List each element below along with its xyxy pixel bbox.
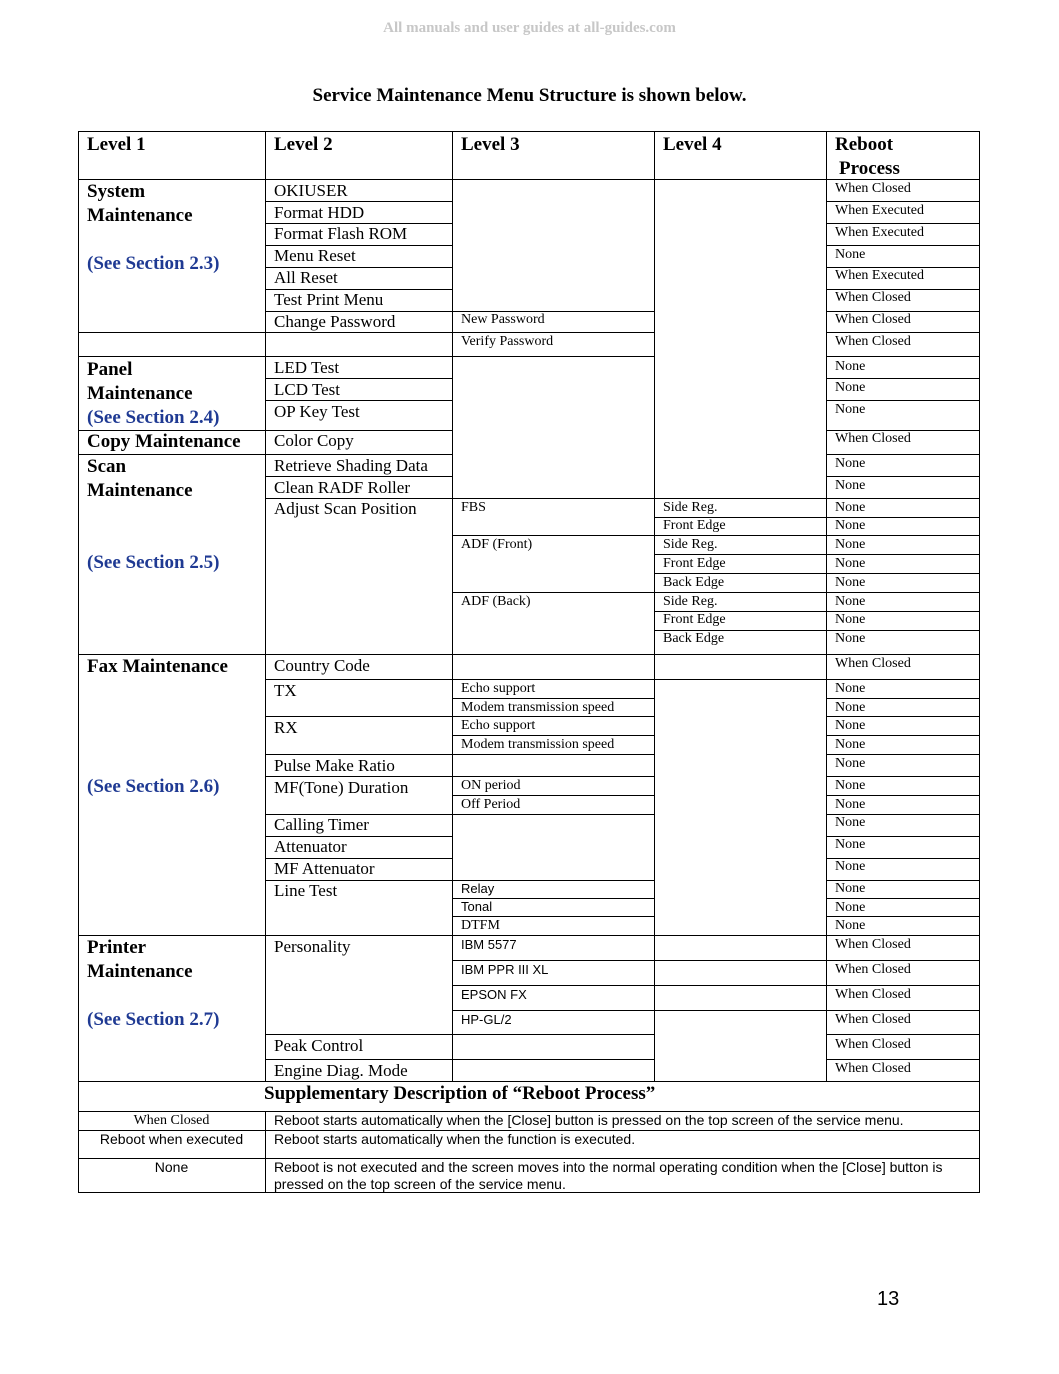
- reboot-value: None: [835, 737, 866, 752]
- table-rule: [265, 1059, 453, 1060]
- reboot-value: None: [835, 402, 866, 417]
- table-rule: [265, 476, 453, 477]
- table-rule: [826, 795, 980, 796]
- table-rule: [654, 131, 655, 1082]
- table-rule: [826, 554, 980, 555]
- reboot-value: None: [835, 900, 866, 915]
- reboot-value: None: [835, 518, 866, 533]
- level2-item: LCD Test: [274, 380, 341, 399]
- table-rule: [452, 716, 655, 717]
- level4-item: Side Reg.: [663, 500, 718, 515]
- level4-item: Side Reg.: [663, 594, 718, 609]
- level3-item: Off Period: [461, 797, 521, 812]
- table-rule: [826, 223, 980, 224]
- header-reboot: Process: [839, 158, 900, 179]
- level4-item: Front Edge: [663, 518, 726, 533]
- reboot-value: None: [835, 797, 866, 812]
- level2-item: Calling Timer: [274, 815, 369, 834]
- table-rule: [265, 1034, 453, 1035]
- table-rule: [826, 754, 980, 755]
- reboot-value: None: [835, 456, 866, 471]
- level3-item: FBS: [461, 500, 486, 515]
- table-rule: [452, 356, 655, 357]
- header-level1: Level 1: [87, 134, 146, 155]
- level3-item: HP-GL/2: [461, 1012, 512, 1027]
- reboot-value: When Closed: [835, 312, 911, 327]
- level2-item: Format HDD: [274, 203, 365, 222]
- table-rule: [826, 716, 980, 717]
- table-rule: [826, 332, 980, 333]
- table-rule: [452, 735, 655, 736]
- table-rule: [78, 131, 980, 132]
- level3-item: Echo support: [461, 681, 536, 696]
- reboot-value: None: [835, 359, 866, 374]
- table-rule: [826, 985, 980, 986]
- table-rule: [826, 935, 980, 936]
- reboot-value: When Closed: [835, 937, 911, 952]
- reboot-value: When Executed: [835, 203, 925, 218]
- supplementary-description: Reboot starts automatically when the function is executed.: [274, 1131, 636, 1147]
- reboot-value: When Closed: [835, 431, 911, 446]
- table-rule: [265, 400, 453, 401]
- reboot-value: None: [835, 537, 866, 552]
- reboot-value: None: [835, 718, 866, 733]
- header-level4: Level 4: [663, 134, 722, 155]
- table-rule: [826, 573, 980, 574]
- table-rule: [826, 378, 980, 379]
- table-rule: [78, 332, 266, 333]
- reboot-value: When Closed: [835, 962, 911, 977]
- table-rule: [452, 332, 655, 333]
- level3-item: Modem transmission speed: [461, 700, 615, 715]
- header-level2: Level 2: [274, 134, 333, 155]
- level3-item: ON period: [461, 778, 521, 793]
- level2-item: TX: [274, 681, 297, 700]
- level3-item: Modem transmission speed: [461, 737, 615, 752]
- table-rule: [826, 131, 827, 1082]
- table-rule: [265, 356, 453, 357]
- table-rule: [265, 654, 453, 655]
- reboot-value: None: [835, 631, 866, 646]
- table-rule: [265, 754, 453, 755]
- level2-item: Engine Diag. Mode: [274, 1061, 408, 1080]
- table-rule: [452, 814, 655, 815]
- table-rule: [78, 131, 79, 1193]
- table-rule: [826, 1059, 980, 1060]
- level2-item: RX: [274, 718, 298, 737]
- level2-item: Personality: [274, 937, 351, 956]
- level3-item: Echo support: [461, 718, 536, 733]
- level3-item: DTFM: [461, 918, 500, 933]
- table-rule: [654, 654, 827, 655]
- level3-item: IBM 5577: [461, 937, 517, 952]
- table-rule: [826, 698, 980, 699]
- reboot-value: When Closed: [835, 290, 911, 305]
- table-rule: [826, 245, 980, 246]
- reboot-value: None: [835, 556, 866, 571]
- table-rule: [452, 1034, 655, 1035]
- table-rule: [654, 679, 827, 680]
- level4-item: Front Edge: [663, 612, 726, 627]
- group-printer: Maintenance: [87, 961, 193, 982]
- table-rule: [654, 1010, 827, 1011]
- reboot-value: None: [835, 778, 866, 793]
- page-number: 13: [877, 1288, 900, 1310]
- level2-item: Retrieve Shading Data: [274, 456, 428, 475]
- table-rule: [452, 679, 655, 680]
- table-rule: [452, 131, 453, 1082]
- level2-item: Attenuator: [274, 837, 347, 856]
- table-rule: [452, 985, 655, 986]
- group-scan: Maintenance: [87, 480, 193, 501]
- table-rule: [654, 498, 827, 499]
- reboot-value: When Closed: [835, 1012, 911, 1027]
- level3-item: Tonal: [461, 899, 493, 914]
- table-rule: [826, 735, 980, 736]
- level2-item: Color Copy: [274, 431, 354, 450]
- table-rule: [452, 960, 655, 961]
- table-rule: [452, 1059, 655, 1060]
- table-rule: [826, 654, 980, 655]
- table-rule: [654, 535, 827, 536]
- table-rule: [78, 1081, 980, 1082]
- supplementary-description: Reboot is not executed and the screen moves into the normal operating condition when the [Close] button is pressed on the top screen of the service menu.: [274, 1159, 943, 1192]
- reboot-value: When Closed: [835, 1061, 911, 1076]
- table-rule: [826, 916, 980, 917]
- supplementary-term: When Closed: [133, 1113, 210, 1128]
- level2-item: Line Test: [274, 881, 338, 900]
- level3-item: ADF (Front): [461, 537, 533, 552]
- table-rule: [265, 776, 453, 777]
- table-rule: [826, 476, 980, 477]
- watermark: All manuals and user guides at all-guides.com: [383, 20, 676, 36]
- table-rule: [265, 679, 453, 680]
- header-level3: Level 3: [461, 134, 520, 155]
- supplementary-term: Reboot when executed: [99, 1131, 244, 1147]
- table-rule: [78, 935, 266, 936]
- table-rule: [452, 776, 655, 777]
- reboot-value: None: [835, 756, 866, 771]
- table-rule: [452, 1010, 655, 1011]
- group-panel: Panel: [87, 359, 133, 380]
- header-reboot: Reboot: [835, 134, 894, 155]
- level2-item: Clean RADF Roller: [274, 478, 410, 497]
- level4-item: Front Edge: [663, 556, 726, 571]
- reboot-value: None: [835, 837, 866, 852]
- reboot-value: When Closed: [835, 656, 911, 671]
- reboot-value: When Executed: [835, 225, 925, 240]
- table-rule: [654, 573, 827, 574]
- reboot-value: None: [835, 478, 866, 493]
- group-scan: Scan: [87, 456, 127, 477]
- table-rule: [826, 535, 980, 536]
- level2-item: OP Key Test: [274, 402, 360, 421]
- table-rule: [452, 916, 655, 917]
- table-rule: [654, 935, 827, 936]
- reboot-value: None: [835, 380, 866, 395]
- supplementary-term: None: [154, 1159, 189, 1175]
- reboot-value: None: [835, 575, 866, 590]
- page-title: Service Maintenance Menu Structure is shown below.: [312, 85, 747, 106]
- level3-item: New Password: [461, 312, 545, 327]
- reboot-value: None: [835, 881, 866, 896]
- table-rule: [78, 356, 266, 357]
- level2-item: Menu Reset: [274, 246, 356, 265]
- level2-item: MF(Tone) Duration: [274, 778, 409, 797]
- table-rule: [265, 332, 453, 333]
- section-link: (See Section 2.6): [87, 776, 220, 797]
- table-rule: [265, 1111, 266, 1193]
- reboot-value: None: [835, 500, 866, 515]
- table-rule: [826, 201, 980, 202]
- table-rule: [826, 498, 980, 499]
- level2-item: MF Attenuator: [274, 859, 375, 878]
- table-rule: [452, 795, 655, 796]
- reboot-value: When Closed: [835, 987, 911, 1002]
- reboot-value: None: [835, 612, 866, 627]
- reboot-value: None: [835, 700, 866, 715]
- reboot-value: When Closed: [835, 1037, 911, 1052]
- supplementary-description: Reboot starts automatically when the [Close] button is pressed on the top screen of the service menu.: [274, 1112, 904, 1128]
- table-rule: [452, 935, 655, 936]
- table-rule: [826, 454, 980, 455]
- table-rule: [826, 679, 980, 680]
- level2-item: Pulse Make Ratio: [274, 756, 395, 775]
- reboot-value: None: [835, 681, 866, 696]
- level2-item: Format Flash ROM: [274, 224, 408, 243]
- table-rule: [826, 898, 980, 899]
- supplementary-title: Supplementary Description of “Reboot Process”: [264, 1083, 656, 1104]
- level4-item: Back Edge: [663, 631, 725, 646]
- group-copy: Copy Maintenance: [87, 431, 241, 452]
- group-panel: Maintenance: [87, 383, 193, 404]
- group-system: System: [87, 181, 146, 202]
- table-rule: [826, 400, 980, 401]
- group-printer: Printer: [87, 937, 147, 958]
- reboot-value: When Closed: [835, 334, 911, 349]
- table-rule: [78, 454, 266, 455]
- level2-item: Test Print Menu: [274, 290, 384, 309]
- table-rule: [452, 654, 655, 655]
- table-rule: [452, 535, 655, 536]
- table-rule: [265, 716, 453, 717]
- level3-item: IBM PPR III XL: [461, 962, 549, 977]
- table-rule: [452, 754, 655, 755]
- level4-item: Back Edge: [663, 575, 725, 590]
- table-rule: [265, 131, 266, 1082]
- table-rule: [452, 698, 655, 699]
- table-rule: [452, 592, 655, 593]
- table-rule: [654, 960, 827, 961]
- table-rule: [265, 378, 453, 379]
- table-rule: [78, 654, 266, 655]
- level2-item: Change Password: [274, 312, 396, 331]
- level2-item: All Reset: [274, 268, 338, 287]
- section-link: (See Section 2.5): [87, 552, 220, 573]
- table-rule: [826, 960, 980, 961]
- group-system: Maintenance: [87, 205, 193, 226]
- table-rule: [265, 935, 453, 936]
- reboot-value: None: [835, 918, 866, 933]
- reboot-value: None: [835, 247, 866, 262]
- level2-item: Peak Control: [274, 1036, 364, 1055]
- table-rule: [265, 201, 453, 202]
- section-link: (See Section 2.3): [87, 253, 220, 274]
- reboot-value: When Closed: [835, 181, 911, 196]
- level3-item: ADF (Back): [461, 594, 531, 609]
- table-rule: [654, 592, 827, 593]
- reboot-value: None: [835, 815, 866, 830]
- table-rule: [654, 554, 827, 555]
- level2-item: OKIUSER: [274, 181, 348, 200]
- level2-item: LED Test: [274, 358, 340, 377]
- table-rule: [265, 454, 453, 455]
- table-rule: [654, 985, 827, 986]
- level3-item: Relay: [461, 881, 495, 896]
- group-fax: Fax Maintenance: [87, 656, 228, 677]
- table-rule: [826, 592, 980, 593]
- level2-item: Adjust Scan Position: [274, 499, 417, 518]
- table-rule: [826, 1034, 980, 1035]
- reboot-value: None: [835, 594, 866, 609]
- reboot-value: None: [835, 859, 866, 874]
- section-link: (See Section 2.4): [87, 407, 220, 428]
- level2-item: Country Code: [274, 656, 370, 675]
- section-link: (See Section 2.7): [87, 1009, 220, 1030]
- level3-item: EPSON FX: [461, 987, 527, 1002]
- table-rule: [826, 356, 980, 357]
- table-rule: [826, 1010, 980, 1011]
- level4-item: Side Reg.: [663, 537, 718, 552]
- level3-item: Verify Password: [461, 334, 554, 349]
- table-rule: [826, 776, 980, 777]
- table-rule: [452, 498, 655, 499]
- reboot-value: When Executed: [835, 268, 925, 283]
